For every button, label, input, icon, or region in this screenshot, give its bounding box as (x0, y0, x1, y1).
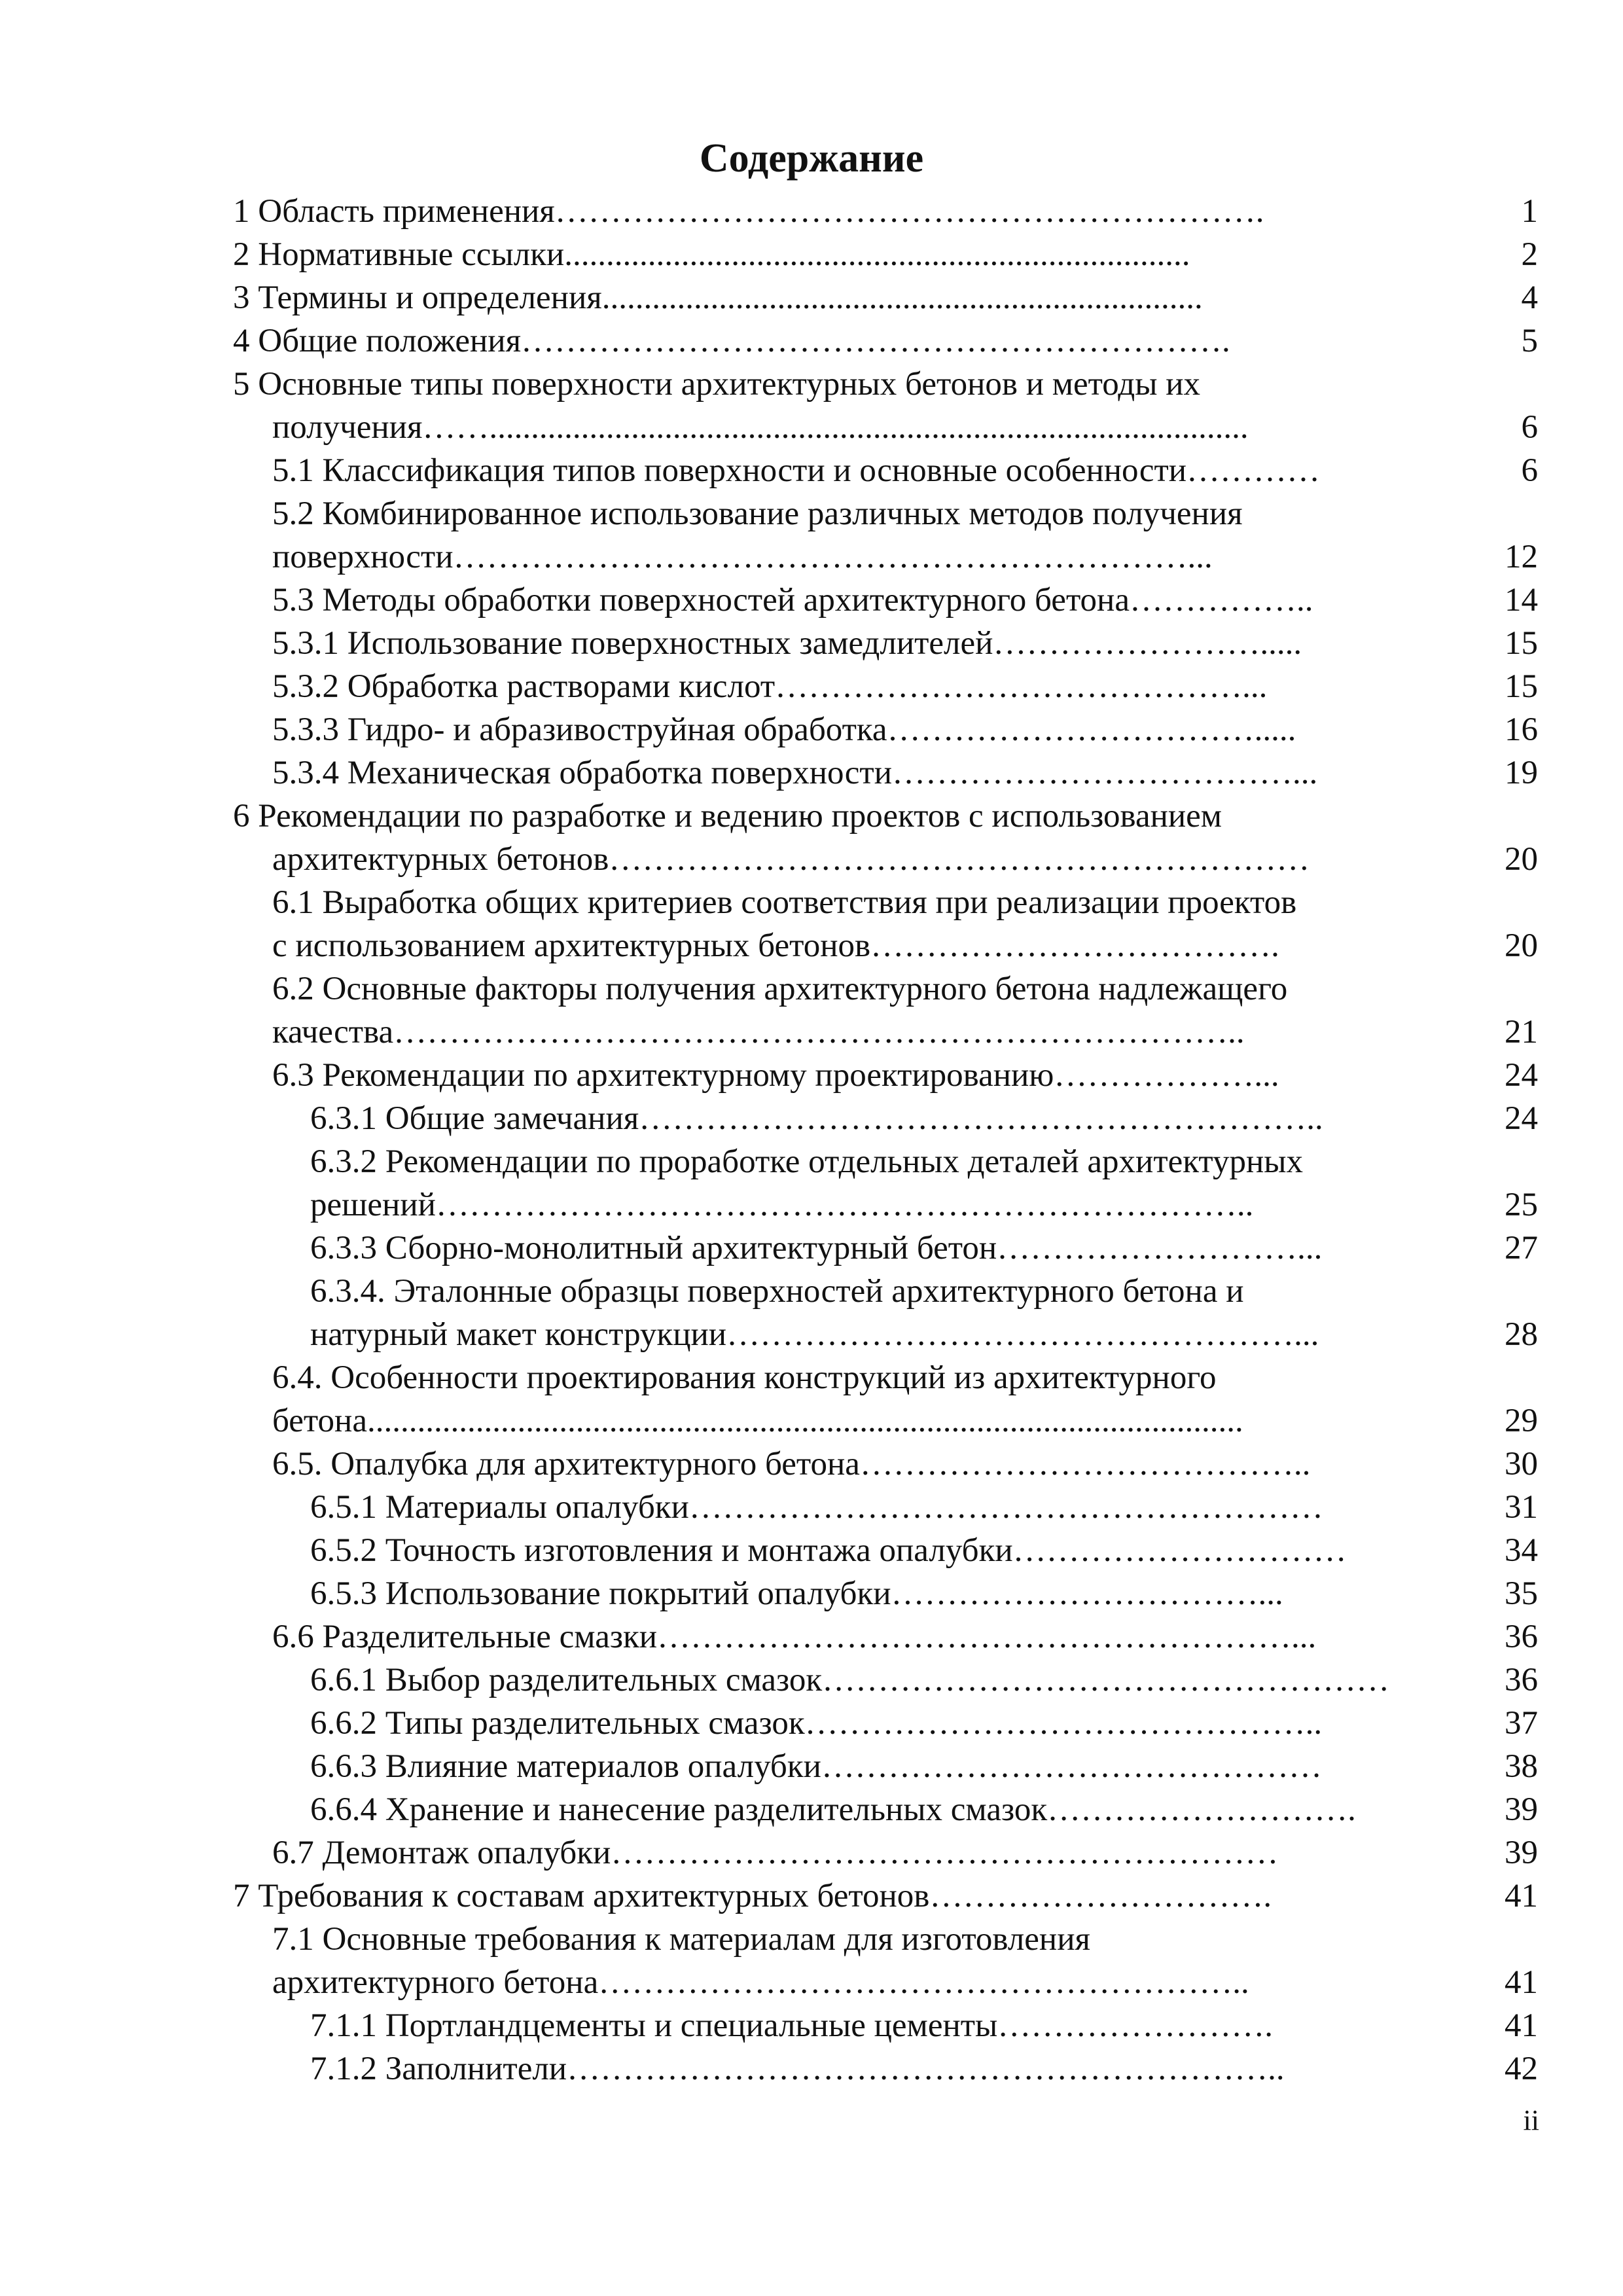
toc-entry-page-number: 41 (1505, 2007, 1538, 2044)
toc-entry (233, 1529, 1542, 1572)
toc-entry (233, 1788, 1542, 1831)
toc-entry-title: натурный макет конструкции……………………………………………... (310, 1316, 1319, 1353)
toc-entry (233, 1443, 1542, 1486)
page-number-footer: ii (1523, 2104, 1539, 2136)
toc-entry (233, 2004, 1542, 2047)
table-of-contents (233, 190, 1542, 2090)
toc-entry-page-number: 24 (1505, 1100, 1538, 1137)
toc-entry-title: 5.3.2 Обработка растворами кислот……………………………………... (272, 668, 1268, 705)
toc-entry-page-number: 16 (1505, 711, 1538, 748)
toc-entry-title: 6 Рекомендации по разработке и ведению проектов с использованием (233, 798, 1222, 834)
toc-entry (233, 1356, 1542, 1399)
toc-entry (233, 708, 1542, 751)
toc-entry-page-number: 20 (1505, 927, 1538, 964)
toc-entry-title: 7.1 Основные требования к материалам для изготовления (272, 1921, 1090, 1958)
toc-entry (233, 1097, 1542, 1140)
toc-entry-page-number: 6 (1521, 452, 1538, 489)
toc-entry-title: 6.3.1 Общие замечания…………………………………………………….. (310, 1100, 1323, 1137)
toc-entry-title: 6.4. Особенности проектирования конструкций из архитектурного (272, 1359, 1217, 1396)
toc-entry-title: 6.5.1 Материалы опалубки………………………………………………… (310, 1489, 1323, 1526)
toc-entry (233, 751, 1542, 795)
toc-entry-page-number: 19 (1505, 755, 1538, 791)
toc-entry-page-number: 35 (1505, 1575, 1538, 1612)
toc-entry-title: 5 Основные типы поверхности архитектурных бетонов и методы их (233, 366, 1201, 403)
toc-entry-page-number: 20 (1505, 841, 1538, 878)
toc-entry-title: бетона......................................................................................................... (272, 1403, 1243, 1439)
toc-entry-page-number: 1 (1521, 193, 1538, 230)
toc-entry-page-number: 15 (1505, 668, 1538, 705)
toc-entry-page-number: 28 (1505, 1316, 1538, 1353)
toc-entry (233, 1702, 1542, 1745)
toc-entry (233, 881, 1542, 924)
toc-entry (233, 406, 1542, 449)
toc-entry-title: 7.1.1 Портландцементы и специальные цементы……………………. (310, 2007, 1274, 2044)
toc-entry-title: 3 Термины и определения........................................................................ (233, 279, 1203, 316)
toc-entry-page-number: 37 (1505, 1705, 1538, 1742)
toc-entry-page-number: 24 (1505, 1057, 1538, 1094)
toc-entry-page-number: 38 (1505, 1748, 1538, 1785)
toc-entry (233, 190, 1542, 233)
toc-entry (233, 1486, 1542, 1529)
toc-entry (233, 1874, 1542, 1918)
toc-entry (233, 1399, 1542, 1443)
toc-entry-title: 5.3 Методы обработки поверхностей архитектурного бетона…………….. (272, 582, 1313, 619)
toc-entry-title: с использованием архитектурных бетонов………………………………. (272, 927, 1279, 964)
toc-entry-title: 6.6.4 Хранение и нанесение разделительных смазок………………………. (310, 1791, 1356, 1828)
toc-entry (233, 1054, 1542, 1097)
toc-entry-title: 7.1.2 Заполнители……………………………………………………….. (310, 2051, 1285, 2087)
toc-entry-title: 5.1 Классификация типов поверхности и основные особенности………… (272, 452, 1321, 489)
toc-entry-title: поверхности…………………………………………………………... (272, 539, 1213, 575)
toc-entry-title: 6.6.2 Типы разделительных смазок……………………………………….. (310, 1705, 1323, 1742)
toc-entry-page-number: 34 (1505, 1532, 1538, 1569)
toc-entry-title: архитектурных бетонов……………………………………………………… (272, 841, 1310, 878)
toc-entry-title: 6.7 Демонтаж опалубки…………………………………………………… (272, 1835, 1279, 1871)
toc-entry (233, 838, 1542, 881)
toc-entry-page-number: 31 (1505, 1489, 1538, 1526)
toc-entry-title: 6.3.3 Сборно-монолитный архитектурный бетон………………………... (310, 1230, 1323, 1266)
toc-entry (233, 276, 1542, 319)
toc-entry-title: 6.3.2 Рекомендации по проработке отдельных деталей архитектурных (310, 1143, 1304, 1180)
toc-entry-title: 7 Требования к составам архитектурных бетонов…………………………. (233, 1878, 1272, 1914)
toc-entry-title: 5.3.1 Использование поверхностных замедлителей……………………..... (272, 625, 1302, 662)
toc-entry (233, 1572, 1542, 1615)
toc-entry-title: 6.3.4. Эталонные образцы поверхностей архитектурного бетона и (310, 1273, 1244, 1310)
toc-entry-page-number: 14 (1505, 582, 1538, 619)
toc-entry-title: 5.3.3 Гидро- и абразивоструйная обработка……………………………..... (272, 711, 1296, 748)
toc-entry (233, 1745, 1542, 1788)
toc-entry-title: 6.6 Разделительные смазки…………………………………………………... (272, 1619, 1317, 1655)
toc-entry-title: 6.5.2 Точность изготовления и монтажа опалубки………………………… (310, 1532, 1347, 1569)
toc-entry (233, 535, 1542, 579)
toc-entry-page-number: 4 (1521, 279, 1538, 316)
toc-entry-title: 5.2 Комбинированное использование различных методов получения (272, 495, 1243, 532)
toc-entry (233, 1961, 1542, 2004)
toc-entry (233, 967, 1542, 1011)
toc-entry-page-number: 39 (1505, 1791, 1538, 1828)
toc-entry-page-number: 36 (1505, 1662, 1538, 1698)
toc-entry-title: 6.5. Опалубка для архитектурного бетона………………………………….. (272, 1446, 1311, 1482)
toc-entry (233, 1313, 1542, 1356)
toc-entry (233, 1615, 1542, 1659)
toc-entry-page-number: 42 (1505, 2051, 1538, 2087)
toc-entry (233, 233, 1542, 276)
toc-entry-title: 6.2 Основные факторы получения архитектурного бетона надлежащего (272, 971, 1288, 1007)
toc-entry-page-number: 5 (1521, 323, 1538, 359)
toc-entry (233, 363, 1542, 406)
toc-entry-title: получения……........................................................................................... (272, 409, 1249, 446)
toc-entry-page-number: 36 (1505, 1619, 1538, 1655)
toc-entry (233, 449, 1542, 492)
toc-entry (233, 2047, 1542, 2090)
toc-entry (233, 1183, 1542, 1227)
toc-entry (233, 924, 1542, 967)
toc-entry-page-number: 41 (1505, 1878, 1538, 1914)
toc-entry (233, 1659, 1542, 1702)
toc-entry-title: 5.3.4 Механическая обработка поверхности………………………………... (272, 755, 1318, 791)
toc-entry-page-number: 12 (1505, 539, 1538, 575)
toc-entry-title: 6.6.1 Выбор разделительных смазок…………………………………………… (310, 1662, 1390, 1698)
toc-entry-title: решений……………………………………………………………….. (310, 1187, 1254, 1223)
toc-entry-page-number: 30 (1505, 1446, 1538, 1482)
toc-entry-title: 2 Нормативные ссылки........................................................................... (233, 236, 1190, 273)
toc-entry (233, 1270, 1542, 1313)
toc-entry-page-number: 25 (1505, 1187, 1538, 1223)
toc-entry (233, 795, 1542, 838)
toc-entry-title: 6.5.3 Использование покрытий опалубки……………………………... (310, 1575, 1283, 1612)
toc-entry (233, 579, 1542, 622)
toc-entry (233, 492, 1542, 535)
toc-entry-page-number: 15 (1505, 625, 1538, 662)
toc-entry (233, 1918, 1542, 1961)
toc-entry-page-number: 6 (1521, 409, 1538, 446)
toc-entry-page-number: 2 (1521, 236, 1538, 273)
toc-entry (233, 665, 1542, 708)
page-title: Содержание (699, 136, 924, 181)
toc-entry-title: 6.1 Выработка общих критериев соответствия при реализации проектов (272, 884, 1297, 921)
toc-entry-title: 6.6.3 Влияние материалов опалубки……………………………………… (310, 1748, 1322, 1785)
toc-entry (233, 319, 1542, 363)
toc-entry-title: качества………………………………………………………………….. (272, 1014, 1245, 1050)
toc-entry-page-number: 39 (1505, 1835, 1538, 1871)
toc-entry (233, 1140, 1542, 1183)
toc-entry-title: 6.3 Рекомендации по архитектурному проектированию………………... (272, 1057, 1279, 1094)
toc-entry (233, 1831, 1542, 1874)
toc-entry (233, 1011, 1542, 1054)
toc-entry-title: архитектурного бетона………………………………………………….. (272, 1964, 1249, 2001)
toc-entry-page-number: 41 (1505, 1964, 1538, 2001)
toc-entry-title: 1 Область применения………………………………………………………. (233, 193, 1264, 230)
toc-entry-title: 4 Общие положения………………………………………………………. (233, 323, 1230, 359)
toc-entry (233, 1227, 1542, 1270)
toc-entry-page-number: 21 (1505, 1014, 1538, 1050)
toc-entry (233, 622, 1542, 665)
toc-entry-page-number: 27 (1505, 1230, 1538, 1266)
toc-entry-page-number: 29 (1505, 1403, 1538, 1439)
